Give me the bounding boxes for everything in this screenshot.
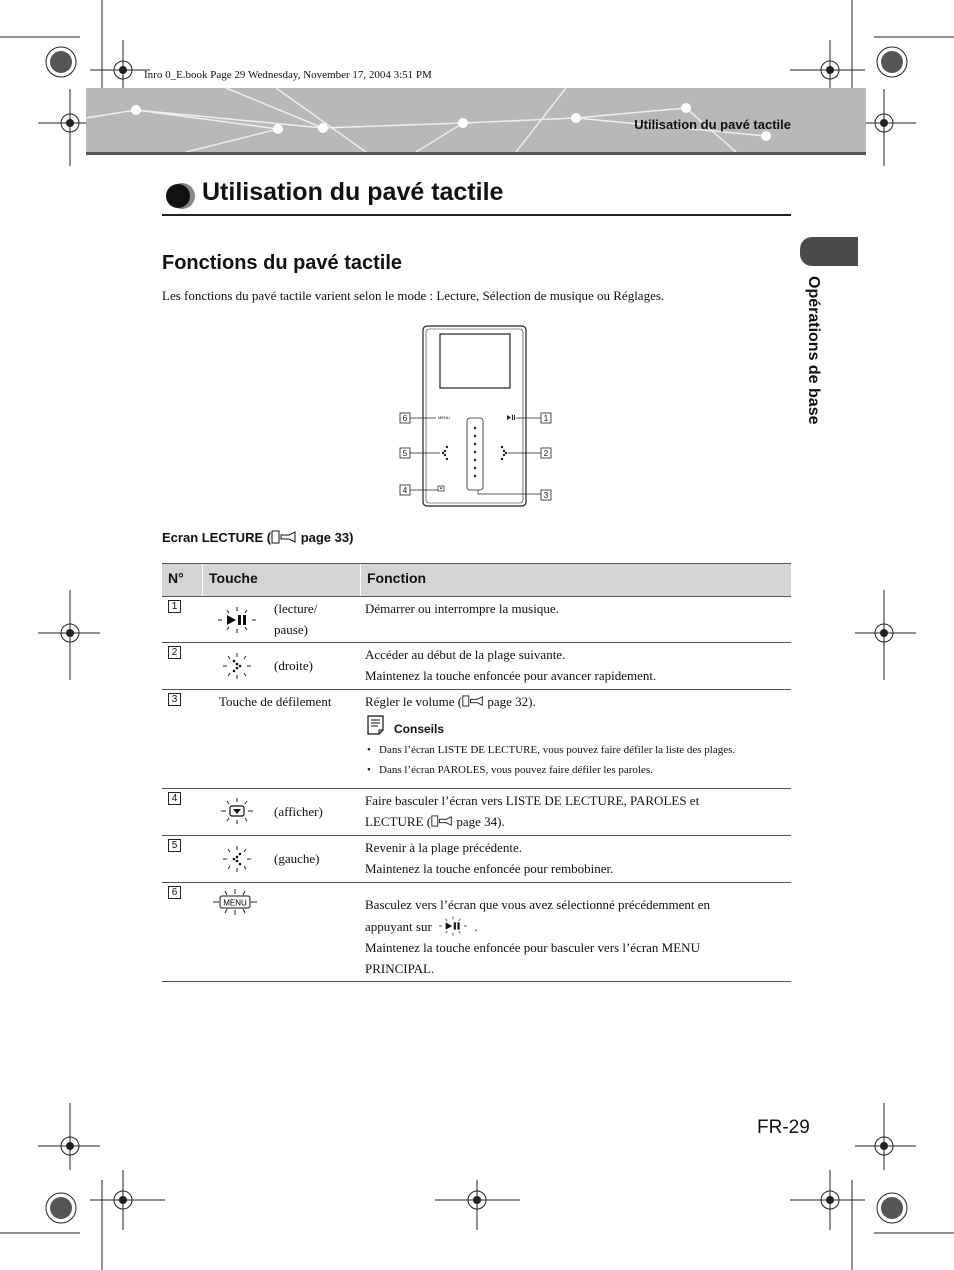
- callout-6: 6: [402, 414, 408, 423]
- callout-4: 4: [402, 486, 408, 495]
- tips-heading: [365, 718, 790, 740]
- notepad-icon: [365, 714, 387, 736]
- side-tab: [800, 237, 858, 266]
- function-text: [365, 691, 790, 780]
- page-ref-icon: [462, 695, 484, 707]
- page-ref-icon: [271, 530, 297, 544]
- function-line: Accéder au début de la plage suivante.: [365, 647, 566, 662]
- function-text: [365, 644, 790, 686]
- print-info: Inro 0_E.book Page 29 Wednesday, November 17, 2004 3:51 PM: [144, 69, 432, 81]
- side-tab-label-text: Opérations de base: [805, 276, 822, 425]
- row-number: 2: [168, 646, 181, 659]
- function-line: Démarrer ou interrompre la musique.: [365, 601, 559, 616]
- screen-heading-prefix: Ecran LECTURE (: [162, 530, 272, 545]
- function-suffix: page 32).: [484, 694, 536, 709]
- key-label-line: (lecture/: [274, 601, 318, 616]
- header-no: N°: [168, 570, 184, 586]
- row-number: 3: [168, 693, 181, 706]
- header-rule: [86, 152, 866, 155]
- screen-heading-suffix: page 33): [297, 530, 354, 545]
- tips-title: Conseils: [394, 722, 445, 736]
- function-text: [365, 894, 790, 979]
- tip-item: • Dans l’écran PAROLES, vous pouvez faire défiler les paroles.: [365, 760, 790, 780]
- table-row: [162, 690, 791, 789]
- callout-5: 5: [402, 449, 408, 458]
- function-line: [365, 915, 790, 937]
- page-ref-icon: [431, 815, 453, 827]
- key-label: (droite): [274, 658, 313, 673]
- table-row: [162, 883, 791, 982]
- key-label: (afficher): [274, 804, 323, 819]
- function-line: Faire basculer l’écran vers LISTE DE LECTURE, PAROLES et: [365, 793, 700, 808]
- device-menu-label: MENU: [438, 415, 450, 420]
- function-prefix: LECTURE (: [365, 814, 432, 829]
- function-prefix: appuyant sur: [365, 919, 436, 934]
- table-header: [162, 563, 791, 597]
- row-number: 6: [168, 886, 181, 899]
- main-title: Utilisation du pavé tactile: [202, 178, 504, 206]
- menu-icon: [212, 887, 258, 917]
- callout-1: 1: [543, 414, 549, 423]
- left-arrow-icon: [217, 844, 257, 874]
- screen-heading: [162, 530, 353, 545]
- function-line: [365, 691, 790, 712]
- callout-2: 2: [543, 449, 549, 458]
- function-line: Maintenez la touche enfoncée pour basculer vers l’écran MENU: [365, 940, 700, 955]
- function-prefix: Régler le volume (: [365, 694, 463, 709]
- menu-icon-label: MENU: [223, 898, 247, 908]
- row-number: 1: [168, 600, 181, 613]
- row-number: 5: [168, 839, 181, 852]
- table-row: [162, 789, 791, 836]
- tip-item: • Dans l’écran LISTE DE LECTURE, vous pouvez faire défiler la liste des plages.: [365, 740, 790, 760]
- header-title: Utilisation du pavé tactile: [634, 117, 791, 132]
- row-number: 4: [168, 792, 181, 805]
- functions-table: [162, 563, 791, 982]
- function-line: Maintenez la touche enfoncée pour avancer rapidement.: [365, 668, 657, 683]
- function-text: [365, 790, 790, 832]
- key-label: Touche de défilement: [219, 694, 332, 709]
- section-title: Fonctions du pavé tactile: [162, 252, 403, 274]
- table-row: [162, 643, 791, 690]
- play-pause-icon: [217, 605, 257, 635]
- intro-text: Les fonctions du pavé tactile varient selon le mode : Lecture, Sélection de musique ou Réglages.: [162, 288, 665, 303]
- function-text: [365, 598, 790, 619]
- play-pause-icon: [435, 915, 471, 937]
- function-suffix: .: [471, 919, 478, 934]
- table-row: [162, 836, 791, 883]
- key-label: (gauche): [274, 851, 320, 866]
- table-row: [162, 597, 791, 643]
- header-function: Fonction: [360, 564, 791, 596]
- function-line: [365, 811, 790, 832]
- function-line: Maintenez la touche enfoncée pour rembobiner.: [365, 861, 614, 876]
- device-illustration: [398, 322, 558, 510]
- key-label-line: pause): [274, 622, 308, 637]
- header-key: Touche: [202, 564, 360, 596]
- function-line: Basculez vers l’écran que vous avez sélectionné précédemment en: [365, 897, 711, 912]
- title-rule: [162, 214, 791, 216]
- title-bullet-icon: [164, 181, 196, 211]
- display-icon: [217, 796, 257, 826]
- function-line: Revenir à la plage précédente.: [365, 840, 522, 855]
- side-tab-label: [798, 276, 828, 446]
- function-line: PRINCIPAL.: [365, 961, 435, 976]
- page-number: FR-29: [757, 1117, 810, 1138]
- function-suffix: page 34).: [453, 814, 505, 829]
- callout-3: 3: [543, 491, 549, 500]
- function-text: [365, 837, 790, 879]
- key-label: [274, 598, 317, 640]
- right-arrow-icon: [217, 651, 257, 681]
